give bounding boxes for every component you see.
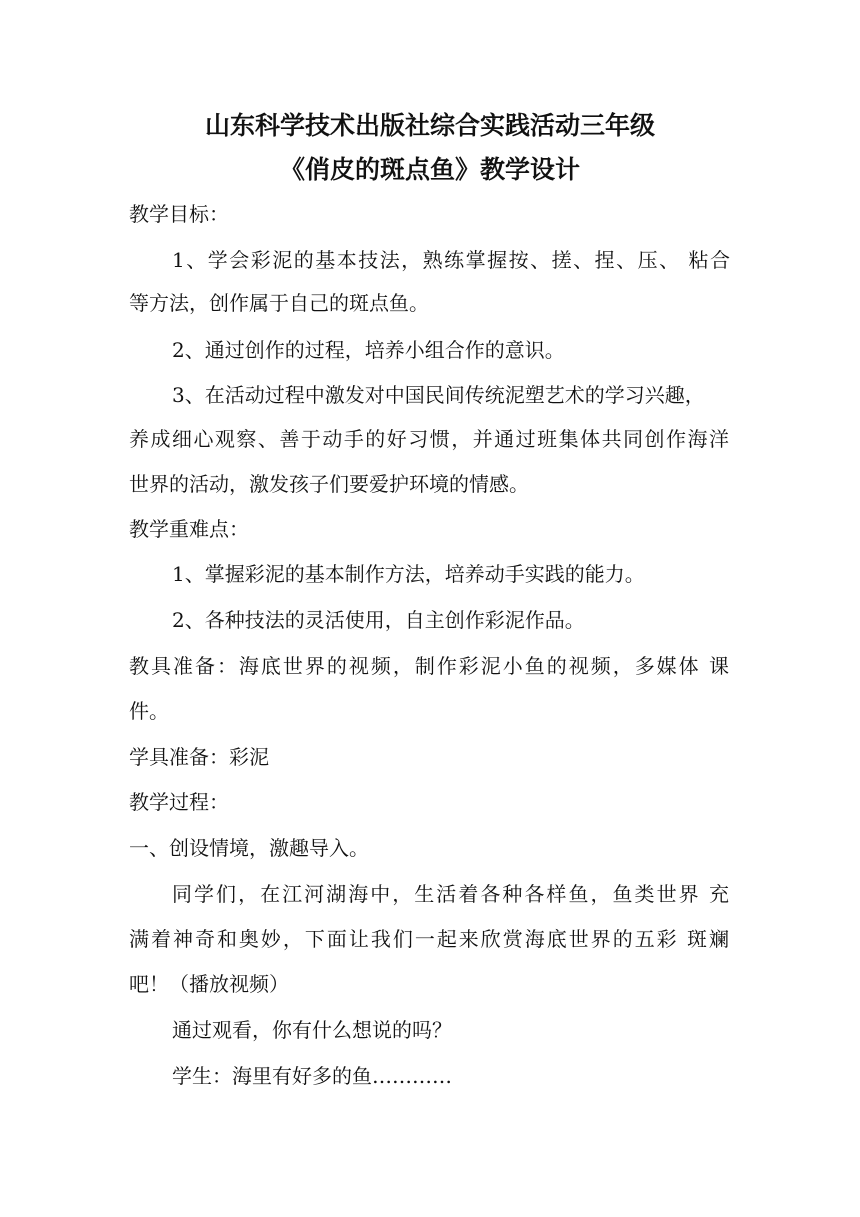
paragraph-line: 1、掌握彩泥的基本制作方法，培养动手实践的能力。 <box>172 562 645 586</box>
paragraph-line: 件。 <box>129 699 169 723</box>
paragraph-line: 通过观看，你有什么想说的吗？ <box>172 1018 452 1042</box>
subsection-heading-intro: 一、创设情境，激趣导入。 <box>129 836 369 860</box>
paragraph-line: 2、通过创作的过程，培养小组合作的意识。 <box>172 338 565 362</box>
document-title-line-1: 山东科学技术出版社综合实践活动三年级 <box>204 111 655 140</box>
paragraph-line: 同学们，在江河湖海中，生活着各种各样鱼，鱼类世界 充 <box>172 882 729 906</box>
section-heading-objectives: 教学目标： <box>129 202 229 226</box>
paragraph-line: 养成细心观察、善于动手的好习惯，并通过班集体共同创作海洋 <box>129 427 729 451</box>
paragraph-line: 世界的活动，激发孩子们要爱护环境的情感。 <box>129 472 529 496</box>
paragraph-line: 学生：海里有好多的鱼………… <box>172 1064 452 1088</box>
paragraph-line: 满着神奇和奥妙，下面让我们一起来欣赏海底世界的五彩 斑斓 <box>129 927 729 951</box>
paragraph-line: 等方法，创作属于自己的斑点鱼。 <box>129 291 429 315</box>
document-title-line-2: 《俏皮的斑点鱼》教学设计 <box>279 155 580 184</box>
teaching-aids-line: 教具准备：海底世界的视频，制作彩泥小鱼的视频，多媒体 课 <box>129 654 729 678</box>
section-heading-key-points: 教学重难点： <box>129 517 249 541</box>
paragraph-line: 1、学会彩泥的基本技法，熟练掌握按、搓、捏、压、 粘合 <box>172 248 730 272</box>
paragraph-line: 吧！（播放视频） <box>129 972 289 996</box>
paragraph-line: 2、各种技法的灵活使用，自主创作彩泥作品。 <box>172 608 585 632</box>
student-materials-line: 学具准备：彩泥 <box>129 745 269 769</box>
paragraph-line: 3、在活动过程中激发对中国民间传统泥塑艺术的学习兴趣， <box>172 383 705 407</box>
section-heading-process: 教学过程： <box>129 790 229 814</box>
